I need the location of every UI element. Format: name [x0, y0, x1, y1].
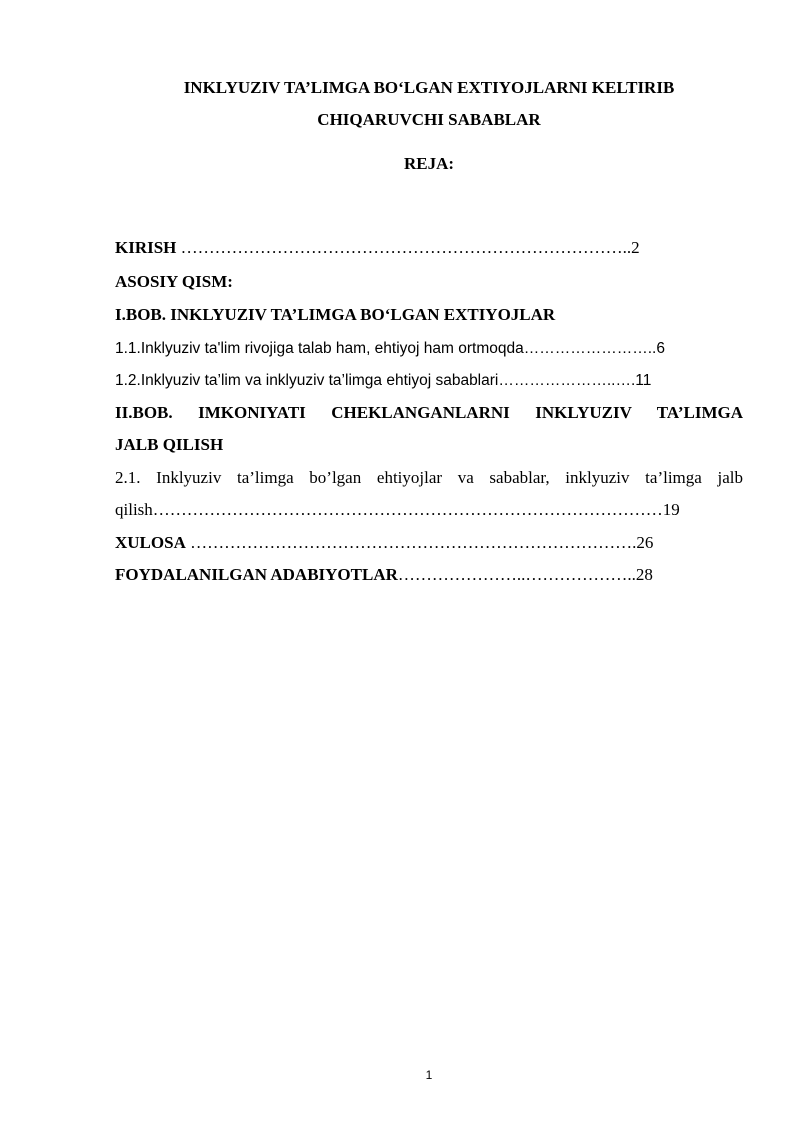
document-title-line-1: INKLYUZIV TA’LIMGA BO‘LGAN EXTIYOJLARNI KELTIRIB — [183, 78, 675, 97]
toc-kirish-label: KIRISH — [115, 238, 177, 257]
toc-entry-adabiyotlar — [115, 564, 653, 586]
toc-chapter-1-title: I.BOB. INKLYUZIV TA’LIMGA BO‘LGAN EXTIYOJLAR — [115, 305, 556, 324]
toc-xulosa-dots: …………………………………………………………………….26 — [185, 533, 654, 552]
document-title-line-2: CHIQARUVCHI SABABLAR — [317, 110, 541, 129]
toc-adabiyotlar-label: FOYDALANILGAN ADABIYOTLAR — [115, 565, 398, 584]
plan-heading: REJA: — [403, 154, 455, 173]
toc-xulosa-label: XULOSA — [115, 533, 186, 552]
toc-chapter-2-title-line-2: JALB QILISH — [115, 435, 224, 454]
toc-entry-xulosa — [115, 532, 653, 554]
toc-item-1-2: 1.2.Inklyuziv ta’lim va inklyuziv ta’limga ehtiyoj sabablari…………………..….11 — [115, 372, 652, 389]
toc-entry-kirish — [115, 237, 640, 259]
toc-chapter-2-title-line-1: II.BOB. IMKONIYATI CHEKLANGANLARNI INKLYUZIV TA’LIMGA — [115, 403, 743, 422]
toc-kirish-dots: ……………………………………………………………………..2 — [176, 238, 640, 257]
toc-item-1-1: 1.1.Inklyuziv ta'lim rivojiga talab ham, ehtiyoj ham ortmoqda……………………..6 — [115, 340, 665, 357]
toc-item-2-1-line-2: qilish………………………………………………………………………………19 — [115, 500, 680, 519]
toc-asosiy-qism: ASOSIY QISM: — [115, 272, 233, 291]
page-number: 1 — [425, 1068, 433, 1082]
toc-item-2-1-line-1: 2.1. Inklyuziv ta’limga bo’lgan ehtiyojlar va sabablar, inklyuziv ta’limga jalb — [115, 468, 743, 487]
toc-adabiyotlar-dots: …………………..………………..28 — [397, 565, 653, 584]
